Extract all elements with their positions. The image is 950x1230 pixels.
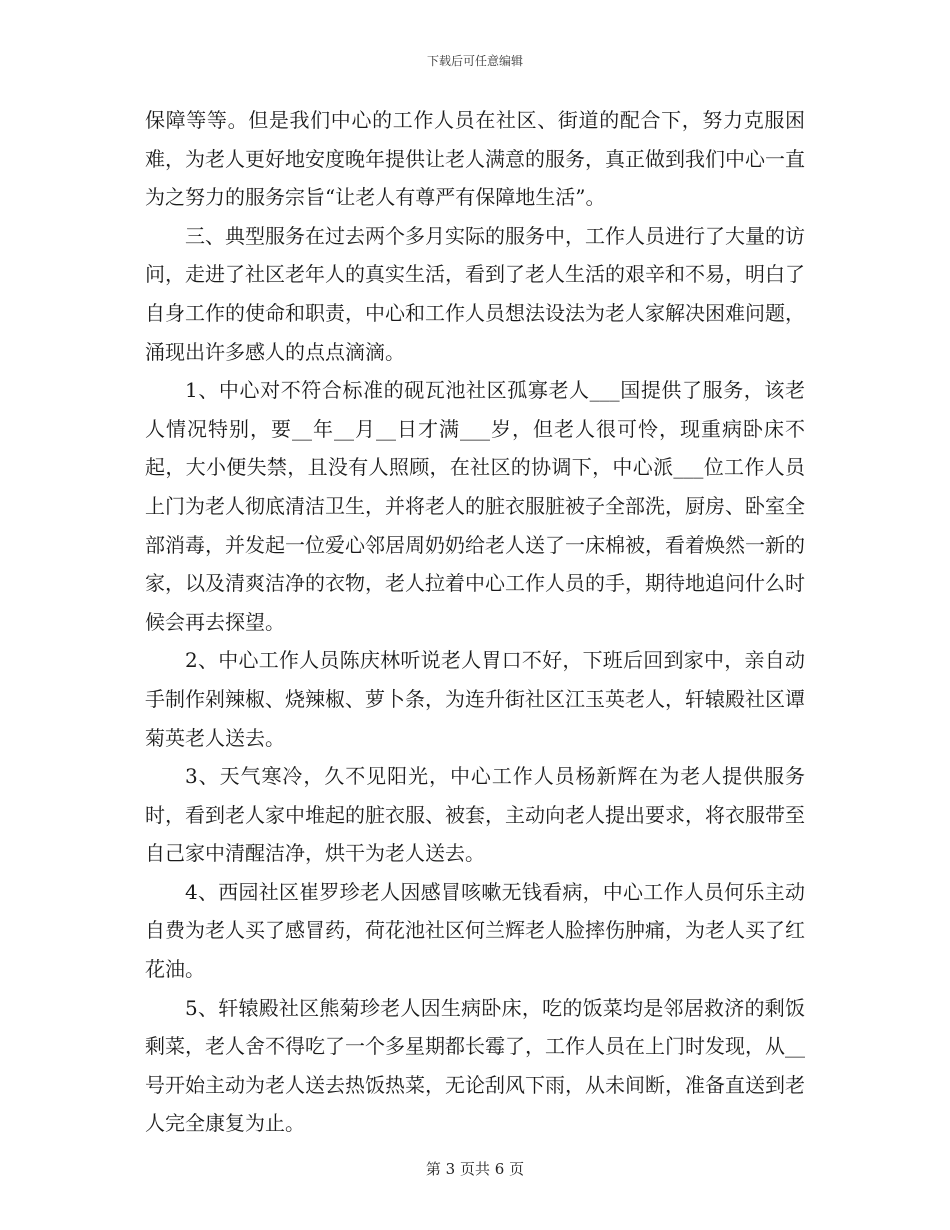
page-footer: 第 3 页共 6 页 [425, 1160, 525, 1178]
paragraph-2: 三、典型服务在过去两个多月实际的服务中，工作人员进行了大量的访问，走进了社区老年人的真实生活，看到了老人生活的艰辛和不易，明白了自身工作的使命和职责，中心和工作人员想法设法为老人家解决困难问题，涌现出许多感人的点点滴滴。 [145, 223, 805, 364]
paragraph-6: 4、西园社区崔罗珍老人因感冒咳嗽无钱看病，中心工作人员何乐主动自费为老人买了感冒药，荷花池社区何兰辉老人脸摔伤肿痛，为老人买了红花油。 [145, 879, 805, 982]
paragraph-1: 保障等等。但是我们中心的工作人员在社区、街道的配合下，努力克服困难，为老人更好地安度晚年提供让老人满意的服务，真正做到我们中心一直为之努力的服务宗旨“让老人有尊严有保障地生活”。 [145, 108, 805, 210]
paragraph-5: 3、天气寒冷，久不见阳光，中心工作人员杨新辉在为老人提供服务时，看到老人家中堆起的脏衣服、被套，主动向老人提出要求，将衣服带至自己家中清醒洁净，烘干为老人送去。 [145, 764, 805, 866]
paragraph-4: 2、中心工作人员陈庆林听说老人胃口不好，下班后回到家中，亲自动手制作剁辣椒、烧辣椒、萝卜条，为连升街社区江玉英老人，轩辕殿社区谭菊英老人送去。 [145, 648, 805, 750]
page-header: 下载后可任意编辑 [426, 54, 523, 68]
document-body [145, 101, 805, 1143]
paragraph-7: 5、轩辕殿社区熊菊珍老人因生病卧床，吃的饭菜均是邻居救济的剩饭剩菜，老人舍不得吃了一个多星期都长霉了，工作人员在上门时发现，从__号开始主动为老人送去热饭热菜，无论刮风下雨，从未间断，准备直送到老人完全康复为止。 [145, 995, 805, 1136]
paragraph-3: 1、中心对不符合标准的砚瓦池社区孤寡老人___国提供了服务，该老人情况特别，要__年__月__日才满___岁，但老人很可怜，现重病卧床不起，大小便失禁，且没有人照顾，在社区的协调下，中心派___位工作人员上门为老人彻底清洁卫生，并将老人的脏衣服脏被子全部洗，厨房、卧室全部消毒，并发起一位爱心邻居周奶奶给老人送了一床棉被，看着焕然一新的家，以及清爽洁净的衣物，老人拉着中心工作人员的手，期待地追问什么时候会再去探望。 [145, 378, 805, 634]
